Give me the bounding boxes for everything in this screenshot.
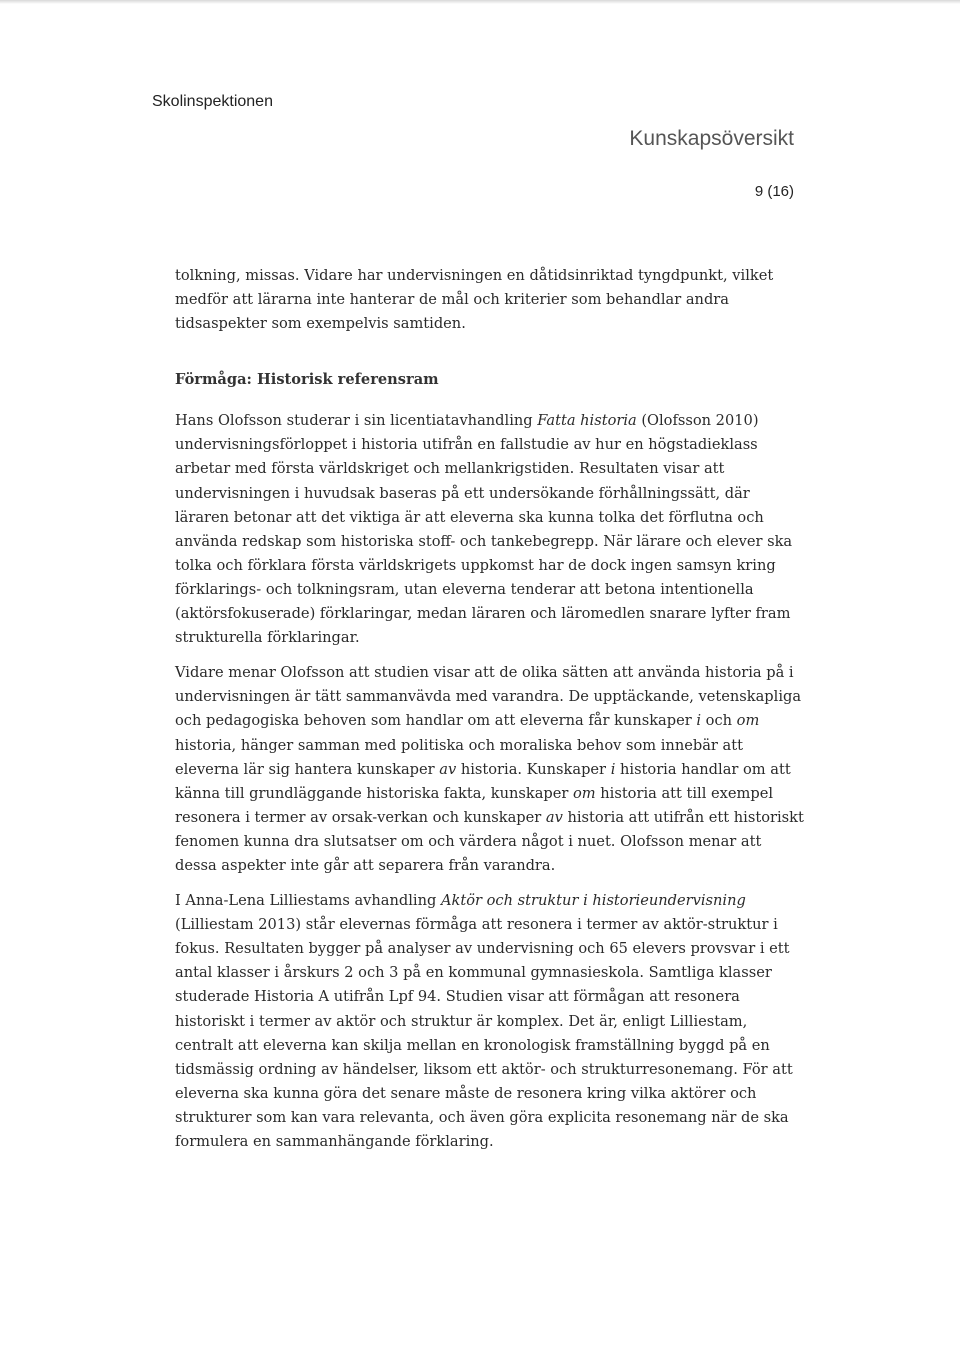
italic-term: om <box>573 784 596 802</box>
text-run: historia, hänger samman med politiska och moraliska behov som innebär att eleverna lär sig hantera kunskaper <box>175 736 743 778</box>
italic-term: i <box>610 760 616 778</box>
italic-title: Aktör och struktur i historieundervisning <box>440 892 746 910</box>
section-heading: Förmåga: Historisk referensram <box>175 371 439 389</box>
paragraph-lilliestam <box>175 889 805 1154</box>
continuation-paragraph: tolkning, missas. Vidare har undervisningen en dåtidsinriktad tyngdpunkt, vilket medför att lärarna inte hanterar de mål och kriterier som behandlar andra tidsaspekter som exempelvis samtiden. <box>175 267 774 333</box>
organization-name: Skolinspektionen <box>152 93 273 110</box>
italic-term: av <box>439 760 457 778</box>
page-number: 9 (16) <box>754 183 794 200</box>
paragraph-olofsson-1 <box>175 409 805 650</box>
italic-term: av <box>545 808 563 826</box>
text-run: och <box>701 712 737 730</box>
text-run: (Olofsson 2010) undervisningsförloppet i historia utifrån en fallstudie av hur en högstadieklass arbetar med första världskriget och mellankrigstiden. Resultaten visar att undervisningen i huvudsak baseras på ett undersökande förhållningssätt, där läraren betonar att det viktiga är att eleverna ska kunna tolka det förflutna och använda redskap som historiska stoff- och tankebegrepp. När lärare och elever ska tolka och förklara första världskrigets uppkomst har de dock ingen samsyn kring förklarings- och tolkningsram, utan eleverna tenderar att betona intentionella (aktörsfokuserade) förklaringar, medan läraren och läromedlen snarare lyfter fram strukturella förklaringar. <box>175 412 793 647</box>
page-edge <box>0 0 960 4</box>
text-run: I Anna-Lena Lilliestams avhandling <box>175 892 441 910</box>
paragraph-olofsson-2 <box>175 661 805 878</box>
text-run: (Lilliestam 2013) står elevernas förmåga att resonera i termer av aktör-struktur i fokus. Resultaten bygger på analyser av undervisning och 65 elevers provsvar i ett antal klasser i årskurs 2 och 3 på en kommunal gymnasieskola. Samtliga klasser studerade Historia A utifrån Lpf 94. Studien visar att förmågan att resonera historiskt i termer av aktör och struktur är komplex. Det är, enligt Lilliestam, centralt att eleverna kan skilja mellan en kronologisk framställning byggd på en tidsmässig ordning av händelser, liksom ett aktör- och strukturresonemang. För att eleverna ska kunna göra det senare måste de resonera kring vilka aktörer och strukturer som kan vara relevanta, och även göra explicita resonemang när de ska formulera en sammanhängande förklaring. <box>175 916 793 1150</box>
text-run: historia att utifrån ett historiskt fenomen kunna dra slutsatser om och värdera något i nuet. Olofsson menar att dessa aspekter inte går att separera från varandra. <box>175 808 804 874</box>
text-run: historia. Kunskaper <box>456 760 611 778</box>
document-title: Kunskapsöversikt <box>629 127 794 150</box>
text-run: Vidare menar Olofsson att studien visar att de olika sätten att använda historia på i undervisningen är tätt sammanvävda med varandra. De upptäckande, vetenskapliga och pedagogiska behoven som handlar om att eleverna får kunskaper <box>175 664 802 730</box>
text-run: historia att till exempel resonera i termer av orsak-verkan och kunskaper <box>175 784 774 826</box>
italic-title: Fatta historia <box>537 412 637 430</box>
document-body <box>175 264 805 1165</box>
text-run: Hans Olofsson studerar i sin licentiatavhandling <box>175 412 538 430</box>
text-run: historia handlar om att känna till grundläggande historiska fakta, kunskaper <box>175 760 791 802</box>
italic-term: om <box>736 712 760 730</box>
italic-term: i <box>696 712 702 730</box>
